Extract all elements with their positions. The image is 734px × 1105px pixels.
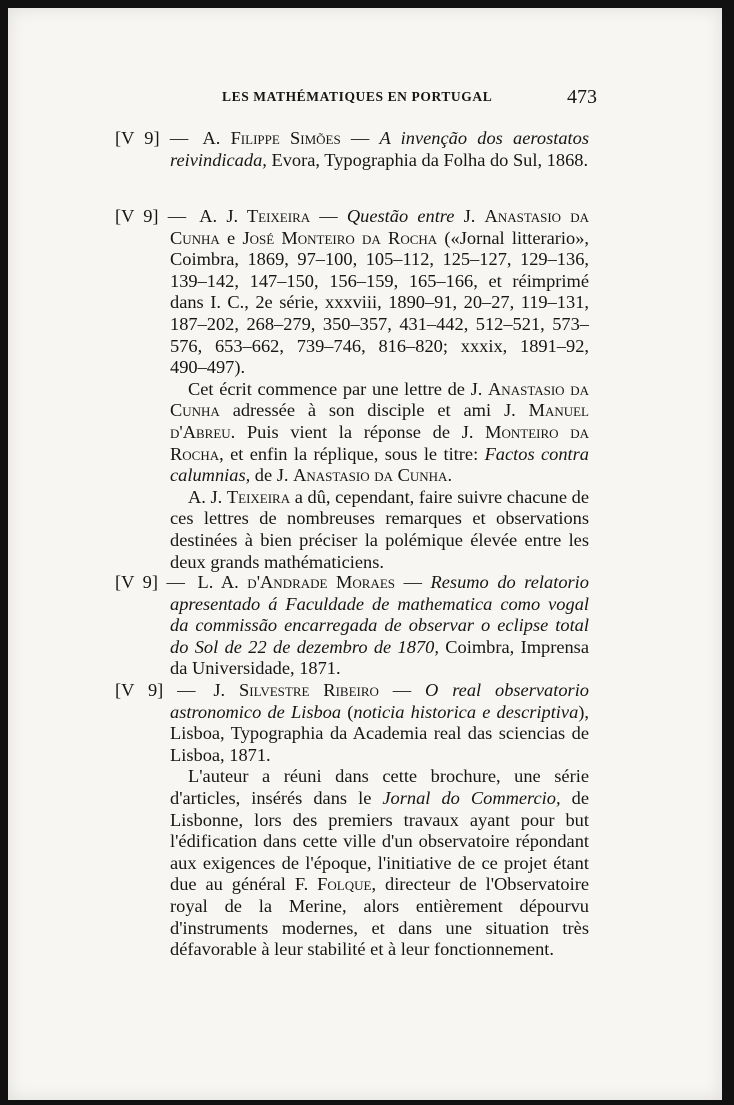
page-number: 473 [567,86,597,108]
cited-title: Factos contra calumnias, [170,443,590,486]
entry-title: O real observatorio astronomico de Lisboa [170,680,589,722]
person-name: José Monteiro da Rocha [242,227,438,248]
entry-note: A. J. Teixeira a dû, cependant, faire suivre chacune de ces lettres de nombreuses remarques et observations destinées à bien préciser la polémique élevée entre les deux grands mathématiciens. [170,486,589,572]
entry-label: [V 9] — [115,572,194,592]
entry-label: [V 9] — [115,680,210,700]
entry-citation: [V 9] — J. Silvestre Ribeiro — O real observatorio astronomico de Lisboa (noticia historica e descriptiva), Lisboa, Typographia da Academia real das sciencias de Lisboa, 1871. [115,680,590,765]
page-header [222,86,597,110]
entry-title: A invenção dos aerostatos reivindicada, [170,128,589,170]
entry-publication: ), Lisboa, Typographia da Academia real das sciencias de Lisboa, 1871. [170,701,590,765]
entry-publication: Coimbra, Imprensa da Universidade, 1871. [170,636,589,679]
entry-publication: («Jornal litterario», Coimbra, 1869, 97–100, 105–112, 125–127, 129–136, 139–142, 147–150, 156–159, 165–166, et réimprimé dans I. C., 2e série, xxxviii, 1890–91, 20–27, 119–131, 187–202, 268–279, 350–357, 431–442, 512–521, 573–576, 653–662, 739–746, 816–820; xxxix, 1891–92, 490–497). [170,227,590,378]
entry-citation: [V 9] — A. Filippe Simões — A invenção dos aerostatos reivindicada, Evora, Typographia da Folha do Sul, 1868. [115,128,589,170]
entry-citation: [V 9] — A. J. Teixeira — Questão entre J. Anastasio da Cunha e José Monteiro da Rocha («Jornal litterario», Coimbra, 1869, 97–100, 105–112, 125–127, 129–136, 139–142, 147–150, 156–159, 165–166, et réimprimé dans I. C., 2e série, xxxviii, 1890–91, 20–27, 119–131, 187–202, 268–279, 350–357, 431–442, 512–521, 573–576, 653–662, 739–746, 816–820; xxxix, 1891–92, 490–497). [115,206,590,378]
person-name: Folque [317,874,372,895]
entry-author: A. Filippe Simões [202,128,341,148]
bibliography-entry [115,128,589,171]
bibliography-entry [115,680,589,961]
entry-author: J. Silvestre Ribeiro [213,680,379,700]
entry-citation: [V 9] — L. A. d'Andrade Moraes — Resumo do relatorio apresentado á Faculdade de mathematica como vogal da commissão encarregada de observar o eclipse total do Sol de 22 de dezembro de 1870, Coimbra, Imprensa da Universidade, 1871. [115,572,589,679]
entry-author: L. A. d'Andrade Moraes [197,572,395,592]
person-name: Teixeira [226,486,291,507]
running-title: LES MATHÉMATIQUES EN PORTUGAL [222,89,493,104]
person-name: Monteiro da Rocha [170,421,589,464]
entry-publication: Evora, Typographia da Folha do Sul, 1868. [266,149,589,170]
person-name: Anastasio da Cunha [293,465,448,486]
bibliography-entry [115,572,589,680]
entry-label: [V 9] — [115,128,199,148]
entry-title: Resumo do relatorio apresentado á Faculdade de mathematica como vogal da commissão encarregada de observar o eclipse total do Sol de 22 de dezembro de 1870, [170,572,589,657]
entry-label: [V 9] — [115,206,196,226]
entry-subtitle: noticia historica e descriptiva [353,701,579,722]
cited-title: Jornal do Commercio, [382,787,561,808]
entry-title: Questão entre [346,206,455,226]
person-name: Manuel d'Abreu [170,400,589,442]
bibliography-entry [115,206,589,573]
entry-note: L'auteur a réuni dans cette brochure, une série d'articles, insérés dans le Jornal do Commercio, de Lisbonne, lors des premiers travaux ayant pour but l'édification dans cette ville d'un observatoire répondant aux exigences de l'époque, l'initiative de ce projet étant due au général F. Folque, directeur de l'Observatoire royal de la Merine, alors entièrement dépourvu d'instruments modernes, et dans une situation très défavorable à leur stabilité et à leur fonctionnement. [170,766,589,960]
entry-note: Cet écrit commence par une lettre de J. Anastasio da Cunha adressée à son disciple et ami J. Manuel d'Abreu. Puis vient la réponse de J. Monteiro da Rocha, et enfin la réplique, sous le titre: Factos contra calumnias, de J. Anastasio da Cunha. [170,378,590,486]
person-name: Anastasio da Cunha [170,206,590,248]
person-name: Anastasio da Cunha [170,378,589,421]
entry-author: A. J. Teixeira [199,206,311,226]
